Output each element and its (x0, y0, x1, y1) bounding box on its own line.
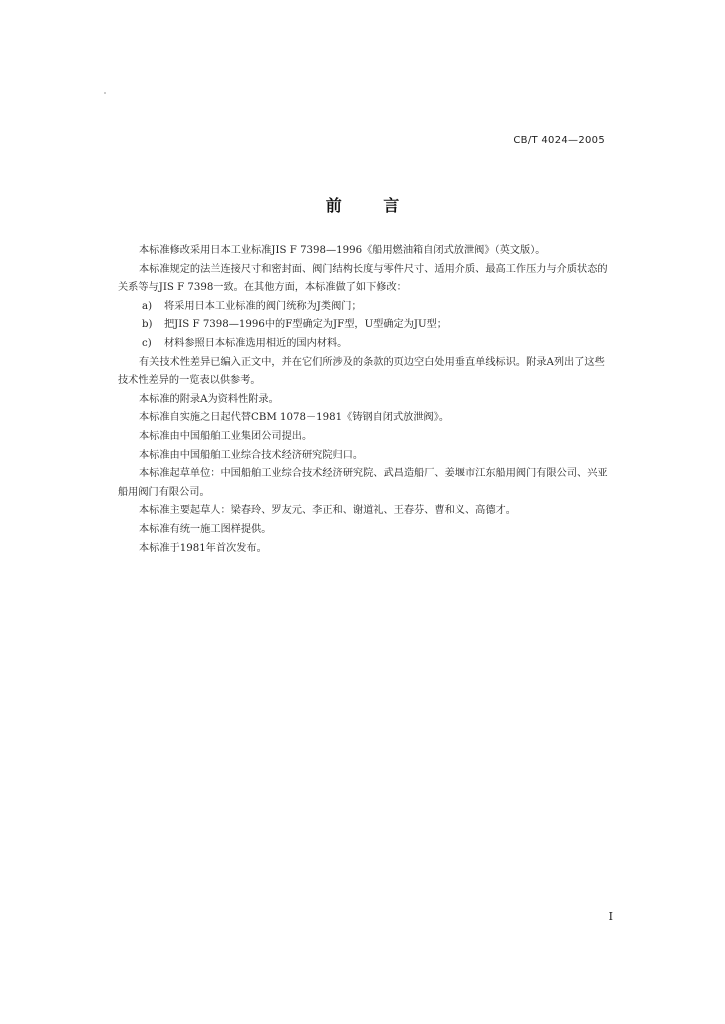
paragraph-drawings: 本标准有统一施工图样提供。 (139, 523, 272, 535)
scan-speck (104, 92, 106, 94)
paragraph-scope: 本标准规定的法兰连接尺寸和密封面、阀门结构长度与零件尺寸、适用介质、最高工作压力与介质状态的关系等与JIS F 7398一致。在其他方面，本标准做了如下修改： (118, 263, 608, 294)
list-marker: c) (142, 337, 152, 349)
paragraph-drafters: 本标准主要起草人：梁春玲、罗友元、李正和、谢道礼、王春芬、曹和义、高德才。 (139, 505, 516, 517)
paragraph-annex: 本标准的附录A为资料性附录。 (139, 393, 279, 405)
paragraph-first-issued: 本标准于1981年首次发布。 (139, 542, 267, 554)
list-item (118, 316, 611, 335)
page-title: 前 言 (325, 196, 418, 215)
paragraph-technical-differences: 有关技术性差异已编入正文中，并在它们所涉及的条款的页边空白处用垂直单线标识。附录A列出了这些技术性差异的一览表以供参考。 (118, 356, 605, 387)
list-item-text: 把JIS F 7398—1996中的F型确定为JF型，U型确定为JU型； (164, 319, 447, 331)
list-marker: b) (142, 319, 153, 331)
list-item-text: 将采用日本工业标准的阀门统称为J类阀门； (164, 300, 362, 312)
paragraph-proposed-by: 本标准由中国船舶工业集团公司提出。 (139, 430, 313, 442)
list-item-text: 材料参照日本标准选用相近的国内材料。 (164, 337, 348, 349)
list-item (118, 335, 611, 354)
page-number: I (608, 910, 613, 923)
paragraph-drafting-units: 本标准起草单位：中国船舶工业综合技术经济研究院、武昌造船厂、姜堰市江东船用阀门有限公司、兴亚船用阀门有限公司。 (118, 468, 608, 498)
list-item (118, 298, 611, 317)
paragraph-replaces: 本标准自实施之日起代替CBM 1078－1981《铸钢自闭式放泄阀》。 (139, 412, 450, 424)
standard-number: CB/T 4024—2005 (513, 135, 605, 146)
paragraph-centralized-by: 本标准由中国船舶工业综合技术经济研究院归口。 (139, 449, 364, 461)
paragraph-adoption: 本标准修改采用日本工业标准JIS F 7398—1996《船用燃油箱自闭式放泄阀》（英文版）。 (139, 245, 546, 256)
list-marker: a) (142, 300, 153, 312)
foreword-body (118, 242, 611, 558)
